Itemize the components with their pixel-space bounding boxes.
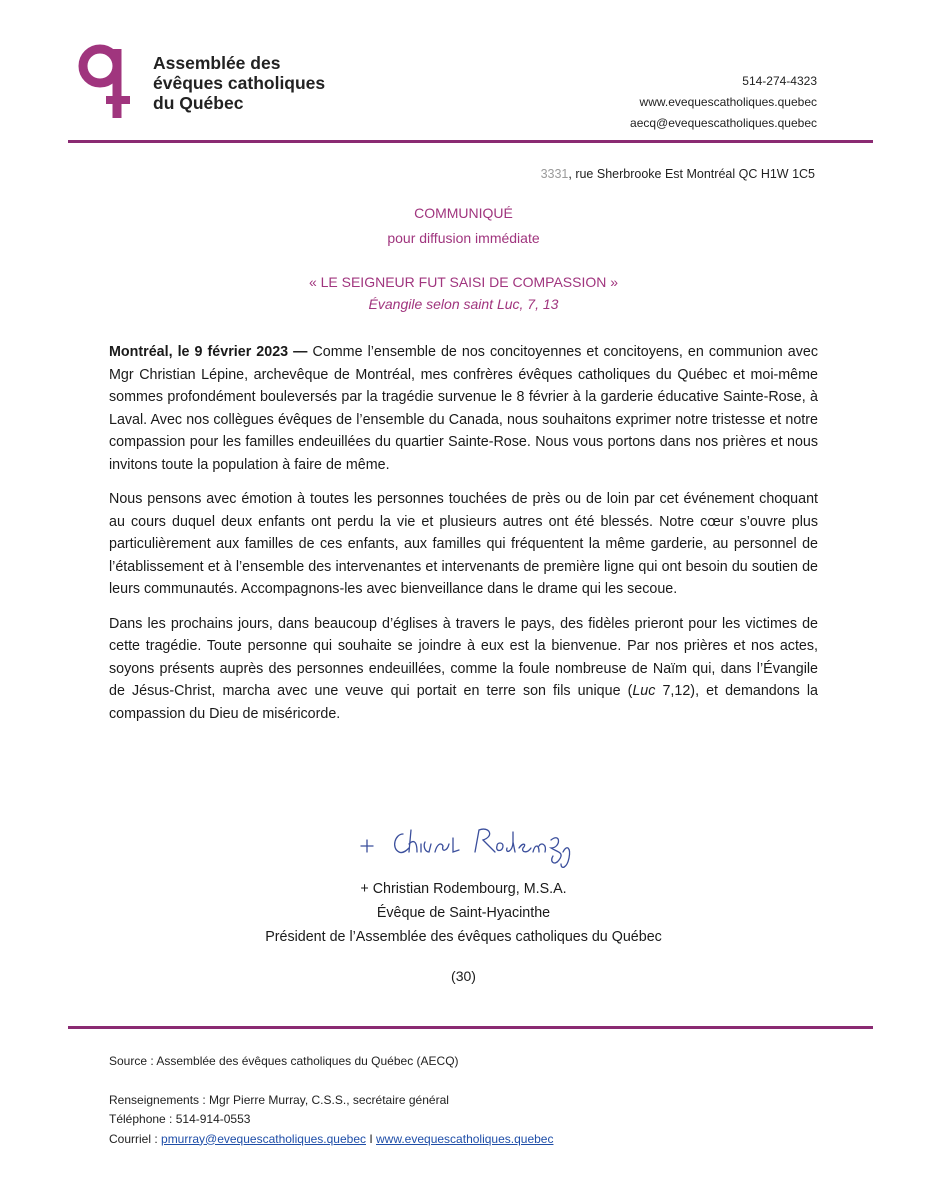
dateline: Montréal, le 9 février 2023 —	[109, 344, 308, 360]
link-separator: I	[366, 1131, 377, 1146]
header-website[interactable]: www.evequescatholiques.quebec	[639, 95, 817, 109]
paragraph-2: Nous pensons avec émotion à toutes les personnes touchées de près ou de loin par cet événement choquant au cours duquel deux enfants ont perdu la vie et plusieurs autres ont été blessés. Notre cœur s’ouvre plus particulièrement aux familles de ces enfants, aux familles qui fréquentent la même garderie, au personnel de l’établissement et à l’ensemble des intervenantes et intervenants de première ligne qui ont besoin du soutien de leurs communautés. Accompagnons-les avec bienveillance dans le drame qui les secoue.	[109, 491, 818, 597]
signatory-name: + Christian Rodembourg, M.S.A.	[360, 881, 567, 897]
footer-email-line	[109, 1130, 553, 1150]
header-phone: 514-274-4323	[742, 74, 817, 88]
paragraph-1	[109, 341, 818, 476]
organization-name	[153, 53, 325, 113]
release-subtitle: pour diffusion immédiate	[387, 230, 540, 246]
footer-divider	[68, 1026, 873, 1029]
org-name-line-3: du Québec	[153, 93, 244, 113]
header-email[interactable]: aecq@evequescatholiques.quebec	[630, 116, 817, 130]
release-citation: Évangile selon saint Luc, 7, 13	[368, 296, 559, 312]
handwritten-signature	[355, 818, 575, 878]
signature-block	[0, 877, 927, 949]
header-divider	[68, 140, 873, 143]
footer	[109, 1052, 553, 1149]
address-number: 3331	[540, 167, 569, 181]
release-title: COMMUNIQUÉ	[414, 205, 513, 221]
courriel-label: Courriel :	[109, 1131, 162, 1146]
paragraph-3: Dans les prochains jours, dans beaucoup d’églises à travers le pays, des fidèles prieront pour les victimes de cette tragédie. Toute personne qui souhaite se joindre à eux est la bienvenue. Par nos prières et nos actes, soyons présents auprès des personnes endeuillées, comme la foule nombreuse de Naïm qui, dans l’Évangile de Jésus-Christ, marcha avec une veuve qui portait en terre son fils unique (Luc 7,12), et demandons la compassion du Dieu de miséricorde.	[109, 615, 819, 722]
end-marker: (30)	[451, 968, 476, 984]
street-address	[541, 167, 815, 181]
footer-email-link[interactable]: pmurray@evequescatholiques.quebec	[161, 1131, 366, 1146]
release-body	[109, 341, 818, 737]
signatory-role: Évêque de Saint-Hyacinthe	[376, 905, 551, 921]
footer-phone: Téléphone : 514-914-0553	[109, 1112, 251, 1126]
paragraph-1-text: Comme l’ensemble de nos concitoyennes et concitoyens, en communion avec Mgr Christian Lépine, archevêque de Montréal, mes confrères évêques catholiques du Québec et moi-même sommes profondément bouleversés par la tragédie survenue le 8 février à la garderie éducative Sainte-Rose, à Laval. Avec nos collègues évêques de l’ensemble du Canada, nous souhaitons exprimer notre tristesse et notre compassion pour les familles endeuillées du quartier Sainte-Rose. Nous vous portons dans nos prières et nous invitons toute la population à faire de même.	[109, 344, 818, 473]
footer-web-link[interactable]: www.evequescatholiques.quebec	[376, 1131, 554, 1146]
address-rest: , rue Sherbrooke Est Montréal QC H1W 1C5	[568, 167, 815, 181]
org-name-line-1: Assemblée des	[153, 53, 281, 73]
aecq-logo-icon	[76, 42, 136, 122]
footer-source: Source : Assemblée des évêques catholiques du Québec (AECQ)	[109, 1054, 459, 1068]
footer-info: Renseignements : Mgr Pierre Murray, C.S.S., secrétaire général	[109, 1092, 449, 1107]
signatory-position: Président de l’Assemblée des évêques catholiques du Québec	[265, 929, 662, 945]
release-headline: « LE SEIGNEUR FUT SAISI DE COMPASSION »	[308, 274, 619, 290]
header-contact	[630, 71, 817, 134]
org-name-line-2: évêques catholiques	[153, 73, 326, 93]
